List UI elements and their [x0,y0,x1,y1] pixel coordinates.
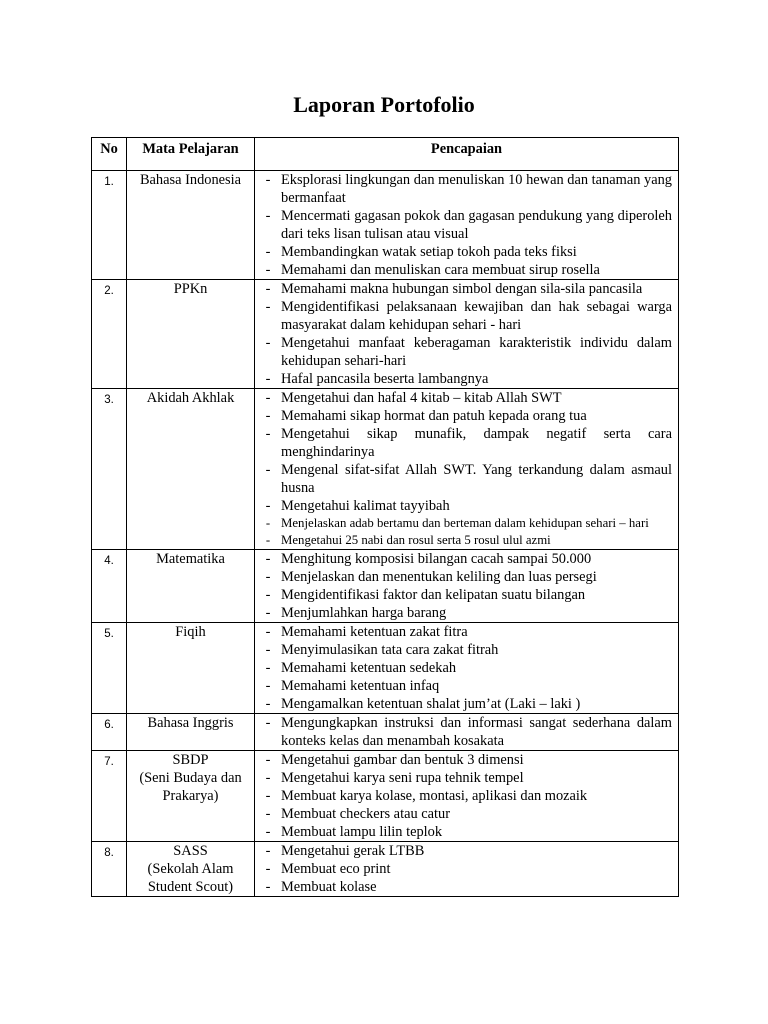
achievement-text: Mengetahui gambar dan bentuk 3 dimensi [281,752,524,768]
page-title: Laporan Portofolio [293,92,475,117]
subject-name: Akidah Akhlak [146,390,235,406]
achievement-cell [255,280,679,389]
achievement-text: Memahami ketentuan infaq [281,678,440,694]
table-row [92,280,679,389]
bullet-dash: - [265,806,271,822]
achievement-cell [255,623,679,714]
achievement-item [255,677,672,695]
achievement-text: Mengetahui kalimat tayyibah [281,498,450,514]
achievement-text: Memahami dan menuliskan cara membuat sirup rosella [281,262,600,278]
achievement-item [255,641,672,659]
achievement-item [255,407,672,425]
bullet-dash: - [265,715,271,731]
subject-name: Matematika [156,551,225,567]
bullet-dash: - [265,551,271,567]
table-header-row [92,138,679,171]
bullet-dash: - [265,788,271,804]
achievement-item [255,805,672,823]
achievement-item [255,207,672,243]
achievement-text: Menjumlahkan harga barang [281,605,447,621]
achievement-text: Menghitung komposisi bilangan cacah sampai 50.000 [281,551,592,567]
subject-name: Fiqih [175,624,206,640]
achievement-text: Mengenal sifat-sifat Allah SWT. Yang terkandung dalam asmaul husna [281,462,672,496]
achievement-item [255,334,672,370]
achievement-text: Membandingkan watak setiap tokoh pada teks fiksi [281,244,577,260]
subject-cell [127,623,255,714]
bullet-dash: - [265,462,271,478]
bullet-dash: - [265,752,271,768]
achievement-text: Mengungkapkan instruksi dan informasi sangat sederhana dalam konteks kelas dan menambah kosakata [281,715,672,749]
bullet-dash: - [265,843,271,859]
achievement-item [255,370,672,388]
table-row [92,623,679,714]
bullet-dash: - [265,569,271,585]
bullet-dash: - [265,879,271,895]
table-row [92,171,679,280]
bullet-dash: - [265,678,271,694]
achievement-item [255,515,672,532]
bullet-dash: - [265,244,271,260]
achievement-item [255,787,672,805]
achievement-item [255,586,672,604]
bullet-dash: - [265,426,271,442]
achievement-cell [255,389,679,550]
row-number: 4. [92,550,127,623]
subject-cell [127,280,255,389]
row-number: 8. [92,842,127,897]
achievement-text: Membuat karya kolase, montasi, aplikasi dan mozaik [281,788,588,804]
achievement-item [255,714,672,750]
achievement-item [255,878,672,896]
bullet-dash: - [265,516,271,530]
header-subject: Mata Pelajaran [127,138,255,171]
achievement-item [255,280,672,298]
bullet-dash: - [265,299,271,315]
subject-name: PPKn [173,281,208,297]
achievement-item [255,389,672,407]
subject-cell [127,751,255,842]
bullet-dash: - [265,498,271,514]
header-no: No [92,138,127,171]
achievement-item [255,860,672,878]
achievement-text: Memahami ketentuan zakat fitra [281,624,468,640]
bullet-dash: - [265,371,271,387]
achievement-text: Menyimulasikan tata cara zakat fitrah [281,642,499,658]
achievement-text: Mengetahui sikap munafik, dampak negatif serta cara menghindarinya [281,426,672,460]
achievement-cell [255,751,679,842]
achievement-text: Menjelaskan dan menentukan keliling dan luas persegi [281,569,597,585]
achievement-text: Memahami ketentuan sedekah [281,660,457,676]
bullet-dash: - [265,533,271,547]
subject-name: Student Scout) [147,879,234,895]
achievement-text: Mengidentifikasi faktor dan kelipatan suatu bilangan [281,587,586,603]
achievement-item [255,568,672,586]
row-number: 6. [92,714,127,751]
table-row [92,751,679,842]
bullet-dash: - [265,208,271,224]
subject-name: (Sekolah Alam [147,861,234,877]
achievement-text: Memahami makna hubungan simbol dengan sila-sila pancasila [281,281,643,297]
achievement-item [255,261,672,279]
row-number: 1. [92,171,127,280]
bullet-dash: - [265,696,271,712]
table-row [92,714,679,751]
achievement-text: Mengetahui gerak LTBB [281,843,425,859]
achievement-item [255,623,672,641]
subject-cell [127,842,255,897]
achievement-text: Mengidentifikasi pelaksanaan kewajiban dan hak sebagai warga masyarakat dalam kehidupan sehari - hari [281,299,672,333]
achievement-text: Mengetahui manfaat keberagaman karakteristik individu dalam kehidupan sehari-hari [281,335,672,369]
subject-cell [127,550,255,623]
achievement-text: Membuat eco print [281,861,391,877]
achievement-text: Mengetahui 25 nabi dan rosul serta 5 rosul ulul azmi [281,533,551,547]
table-row [92,842,679,897]
achievement-cell [255,842,679,897]
achievement-item [255,604,672,622]
bullet-dash: - [265,587,271,603]
achievement-text: Membuat checkers atau catur [281,806,451,822]
achievement-item [255,171,672,207]
row-number: 7. [92,751,127,842]
achievement-cell [255,714,679,751]
table-row [92,550,679,623]
achievement-item [255,461,672,497]
header-achievement: Pencapaian [255,138,679,171]
bullet-dash: - [265,861,271,877]
achievement-text: Mengetahui karya seni rupa tehnik tempel [281,770,524,786]
achievement-item [255,823,672,841]
achievement-text: Membuat lampu lilin teplok [281,824,443,840]
achievement-item [255,532,672,549]
bullet-dash: - [265,172,271,188]
achievement-text: Memahami sikap hormat dan patuh kepada orang tua [281,408,587,424]
achievement-item [255,659,672,677]
achievement-text: Mengamalkan ketentuan shalat jum’at (Laki – laki ) [281,696,581,712]
row-number: 3. [92,389,127,550]
bullet-dash: - [265,770,271,786]
bullet-dash: - [265,605,271,621]
bullet-dash: - [265,824,271,840]
achievement-item [255,769,672,787]
achievement-text: Hafal pancasila beserta lambangnya [281,371,489,387]
achievement-item [255,298,672,334]
subject-cell [127,389,255,550]
bullet-dash: - [265,262,271,278]
bullet-dash: - [265,335,271,351]
bullet-dash: - [265,660,271,676]
subject-cell [127,714,255,751]
achievement-item [255,425,672,461]
bullet-dash: - [265,281,271,297]
achievement-item [255,550,672,568]
subject-name: SASS [173,843,208,859]
achievement-text: Membuat kolase [281,879,377,895]
achievement-text: Menjelaskan adab bertamu dan berteman dalam kehidupan sehari – hari [281,516,649,530]
bullet-dash: - [265,624,271,640]
table-row [92,389,679,550]
achievement-text: Mencermati gagasan pokok dan gagasan pendukung yang diperoleh dari teks lisan tulisan atau visual [281,208,672,242]
bullet-dash: - [265,408,271,424]
achievement-text: Eksplorasi lingkungan dan menuliskan 10 hewan dan tanaman yang bermanfaat [281,172,672,206]
bullet-dash: - [265,390,271,406]
portfolio-table [91,137,679,897]
achievement-cell [255,171,679,280]
subject-name: (Seni Budaya dan [139,770,242,786]
achievement-item [255,842,672,860]
achievement-item [255,751,672,769]
subject-name: Prakarya) [162,788,219,804]
achievement-item [255,497,672,515]
achievement-cell [255,550,679,623]
bullet-dash: - [265,642,271,658]
achievement-text: Mengetahui dan hafal 4 kitab – kitab Allah SWT [281,390,562,406]
subject-name: SBDP [172,752,209,768]
subject-cell [127,171,255,280]
subject-name: Bahasa Inggris [147,715,234,731]
row-number: 5. [92,623,127,714]
achievement-item [255,243,672,261]
row-number: 2. [92,280,127,389]
achievement-item [255,695,672,713]
subject-name: Bahasa Indonesia [139,172,242,188]
